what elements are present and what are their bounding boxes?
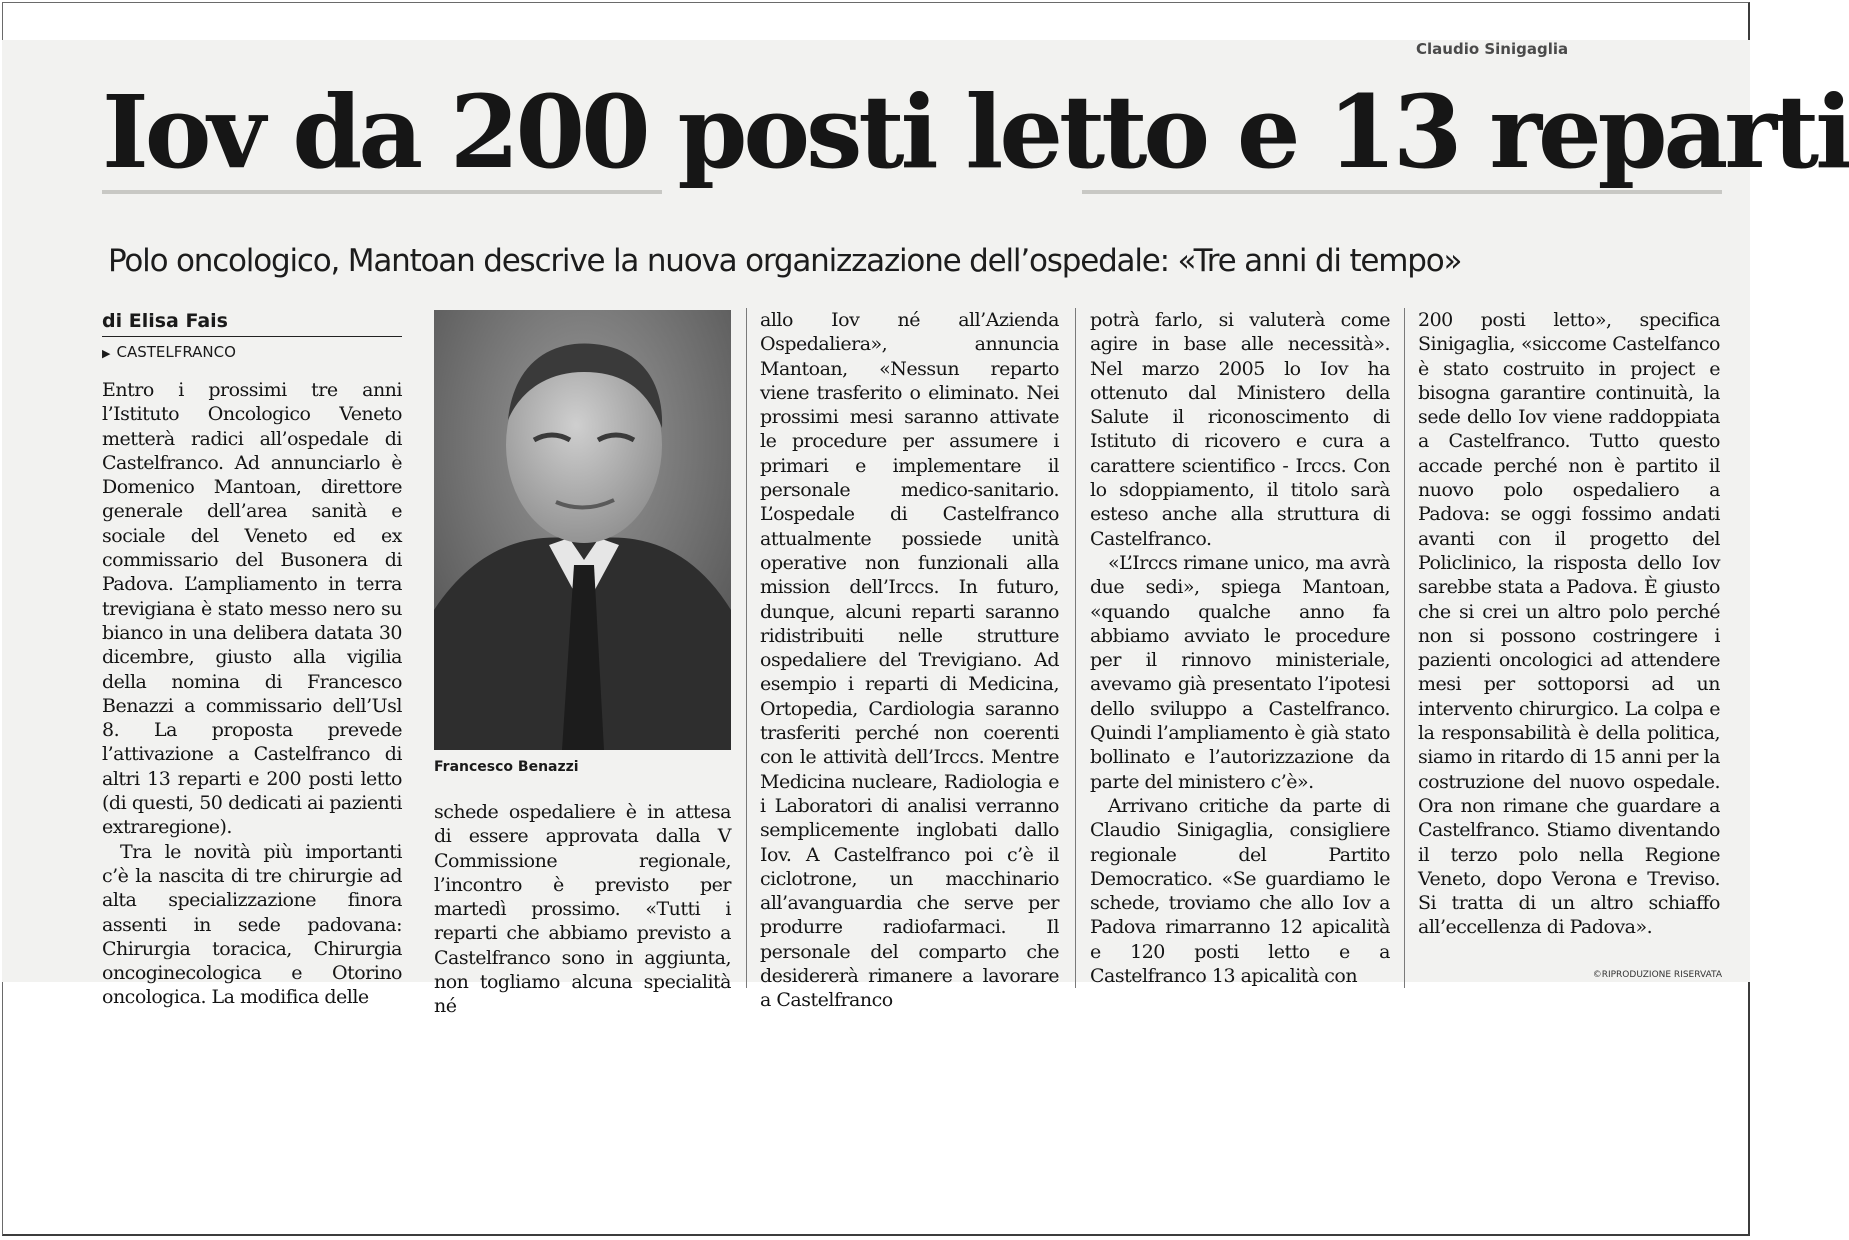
column-rule bbox=[1075, 308, 1076, 988]
column-rule bbox=[746, 308, 747, 988]
rights-notice: ©RIPRODUZIONE RISERVATA bbox=[1592, 970, 1722, 980]
article-column-5 bbox=[1418, 308, 1720, 940]
newspaper-clipping bbox=[2, 40, 1849, 1018]
paragraph: 200 posti letto», specifica Sinigaglia, «siccome Castelfanco è stato costruito in project e bisogna garantire continuità, la sede dello Iov viene raddoppiata a Castelfranco. Tutto questo accade perché non è partito il nuovo polo ospedaliero a Padova: se oggi fossimo andati avanti con il progetto del Policlinico, la risposta dello Iov sarebbe stata a Padova. È giusto che si crei un altro polo perché non si possono costringere i pazienti oncologici ad attendere mesi per sottoporsi ad un intervento chirurgico. La colpa e la responsabilità è della politica, siamo in ritardo di 15 anni per la costruzione del nuovo ospedale. Ora non rimane che guardare a Castelfranco. Stiamo diventando il terzo polo nella Regione Veneto, dopo Verona e Treviso. Si tratta di un altro schiaffo all’eccellenza di Padova». bbox=[1418, 309, 1720, 939]
paragraph: allo Iov né all’Azienda Ospedaliera», annuncia Mantoan, «Nessun reparto viene trasferito o eliminato. Nei prossimi mesi saranno attivate le procedure per assumere i primari e implementare il personale medico-sanitario. L’ospedale di Castelfranco attualmente possiede unità operative non funzionali alla mission dell’Irccs. In futuro, dunque, alcuni reparti saranno ridistribuiti nelle strutture ospedaliere del Trevigiano. Ad esempio i reparti di Medicina, Ortopedia, Cardiologia saranno trasferiti perché non coerenti con le attività dell’Irccs. Mentre Medicina nucleare, Radiologia e i Laboratori di analisi verranno semplicemente inglobati dallo Iov. A Castelfranco poi c’è il ciclotrone, un macchinario all’avanguardia che serve per produrre radiofarmaci. Il personale del comparto che desidererà rimanere a lavorare a Castelfranco bbox=[760, 309, 1059, 1012]
dateline-text: CASTELFRANCO bbox=[116, 343, 236, 361]
article-column-3 bbox=[760, 308, 1059, 1013]
column-rule bbox=[1404, 308, 1405, 988]
paragraph: Entro i prossimi tre anni l’Istituto Oncologico Veneto metterà radici all’ospedale di Castelfranco. Ad annunciarlo è Domenico Mantoan, direttore generale dell’area sanità e sociale del Veneto ed ex commissario del Busonera di Padova. L’ampliamento in terra trevigiana è stato messo nero su bianco in una delibera datata 30 dicembre, giusto alla vigilia della nomina di Francesco Benazzi a commissario dell’Usl 8. La proposta prevede l’attivazione a Castelfranco di altri 13 reparti e 200 posti letto (di questi, 50 dedicati ai pazienti extraregione). bbox=[102, 379, 402, 839]
masthead-fragment: Claudio Sinigaglia bbox=[1416, 40, 1569, 58]
paragraph: Tra le novità più importanti c’è la nascita di tre chirurgie ad alta specializzazione finora assenti in sede padovana: Chirurgia toracica, Chirurgia oncoginecologica e Otorino oncologica. La modifica delle bbox=[102, 840, 402, 1009]
article-column-2 bbox=[434, 800, 731, 1019]
byline: di Elisa Fais bbox=[102, 306, 402, 337]
article-column-1 bbox=[102, 378, 402, 1010]
paragraph: «L’Irccs rimane unico, ma avrà due sedi», spiega Mantoan, «quando qualche anno fa abbiamo avviato le procedure per il rinnovo ministeriale, avevamo già presentato l’ipotesi dello sviluppo a Castelfranco. Quindi l’ampliamento è già stato bollinato e l’autorizzazione da parte del ministero c’è». bbox=[1090, 551, 1390, 793]
paragraph: Arrivano critiche da parte di Claudio Sinigaglia, consigliere regionale del Partito Democratico. «Se guardiamo le schede, troviamo che allo Iov a Padova rimarranno 12 apicalità e 120 posti letto e a Castelfranco 13 apicalità con bbox=[1090, 794, 1390, 988]
photo-caption: Francesco Benazzi bbox=[434, 759, 579, 775]
article-column-4 bbox=[1090, 308, 1390, 988]
headline: Iov da 200 posti letto e 13 reparti bbox=[102, 73, 1849, 191]
subheadline: Polo oncologico, Mantoan descrive la nuova organizzazione dell’ospedale: «Tre anni di tempo» bbox=[108, 243, 1462, 279]
paragraph: potrà farlo, si valuterà come agire in base alle necessità». Nel marzo 2005 lo Iov ha ottenuto dal Ministero della Salute il riconoscimento di Istituto di ricovero e cura a carattere scientifico - Irccs. Con lo sdoppiamento, il titolo sarà esteso anche alla struttura di Castelfranco. bbox=[1090, 309, 1390, 550]
triangle-marker-icon: ▶ bbox=[102, 347, 111, 360]
dateline bbox=[102, 340, 402, 364]
portrait-photo bbox=[434, 310, 731, 750]
paragraph: schede ospedaliere è in attesa di essere approvata dalla V Commissione regionale, l’incontro è previsto per martedì prossimo. «Tutti i reparti che abbiamo previsto a Castelfranco sono in aggiunta, non togliamo alcuna specialità né bbox=[434, 801, 731, 1018]
